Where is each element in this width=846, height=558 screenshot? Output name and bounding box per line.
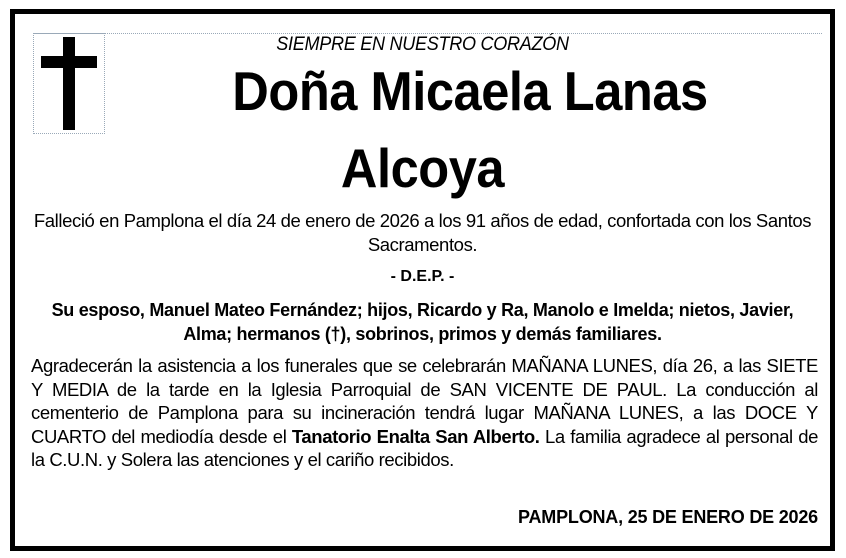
deceased-name-line2: Alcoya	[340, 137, 505, 199]
motto: SIEMPRE EN NUESTRO CORAZÓN	[276, 34, 569, 55]
funeral-text-after: La familia agradece al personal de la C.U.N. y Solera las atenciones y el cariño recibidos.	[31, 425, 818, 470]
place-date: PAMPLONA, 25 DE ENERO DE 2026	[518, 507, 818, 527]
deceased-name-line1: Doña Micaela Lanas	[232, 60, 708, 122]
death-notice: Falleció en Pamplona el día 24 de enero de 2026 a los 91 años de edad, confortada con los Santos Sacramentos.	[33, 210, 812, 255]
tanatorio-name: Tanatorio Enalta San Alberto.	[291, 425, 540, 447]
obituary-notice	[10, 9, 835, 551]
funeral-details	[31, 354, 818, 472]
funeral-text-before: Agradecerán la asistencia a los funerales que se celebrarán MAÑANA LUNES, día 26, a las SIETE Y MEDIA de la tarde en la Iglesia Parroquial de SAN VICENTE DE PAUL. La conducción al cementerio de Pamplona para su incineración tendrá lugar MAÑANA LUNES, a las DOCE Y CUARTO del mediodía desde el	[31, 355, 818, 447]
cross-horizontal-bar	[41, 56, 97, 68]
dep-label: - D.E.P. -	[390, 268, 455, 285]
family-list: Su esposo, Manuel Mateo Fernández; hijos, Ricardo y Ra, Manolo e Imelda; nietos, Javier, Alma; hermanos (†), sobrinos, primos y demás familiares.	[51, 300, 794, 344]
